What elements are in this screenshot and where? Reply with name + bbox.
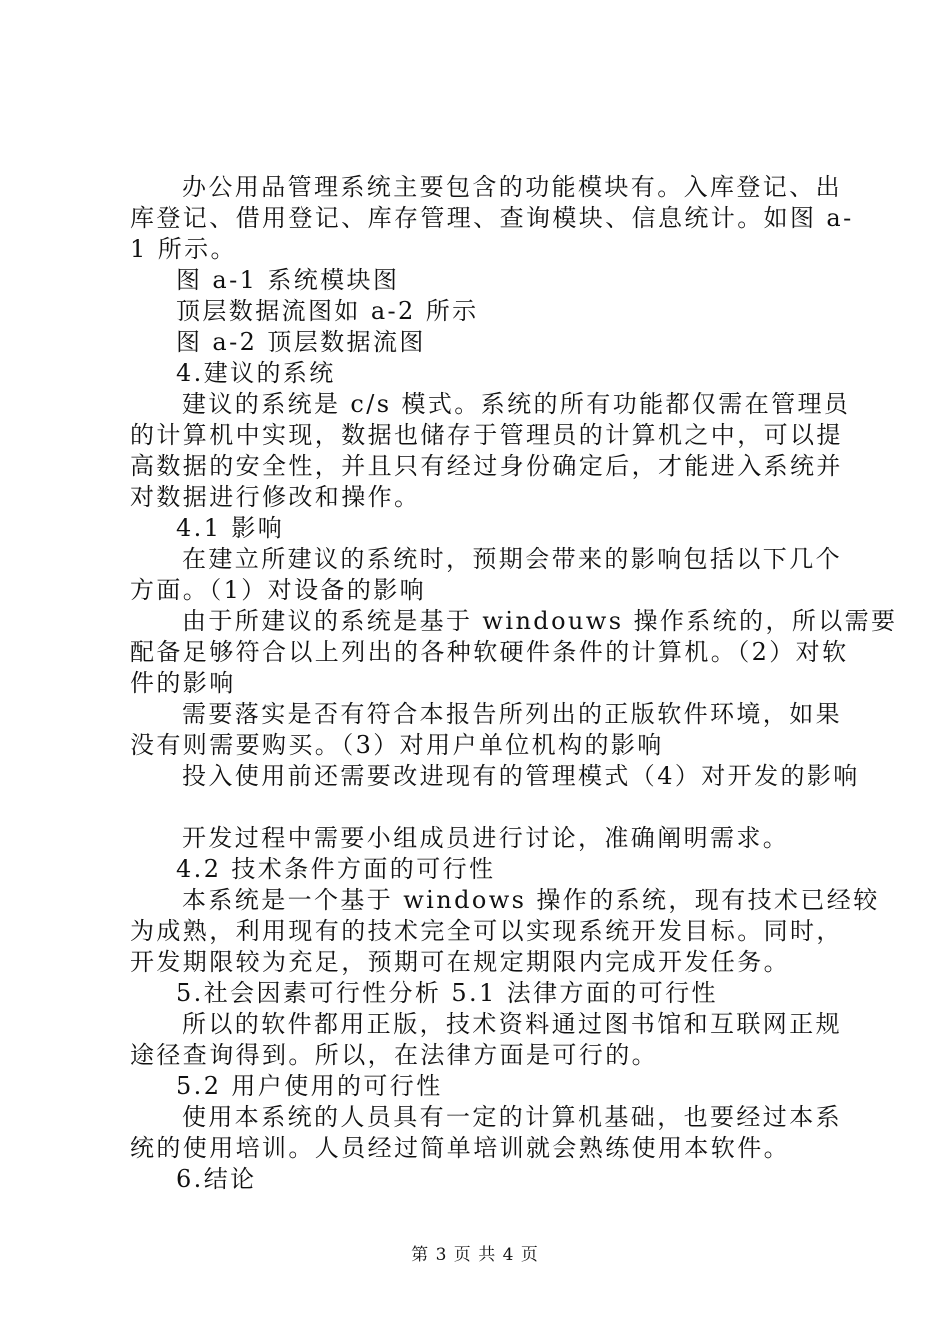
section-heading: 5.社会因素可行性分析 5.1 法律方面的可行性 — [176, 979, 718, 1007]
figure-caption: 图 a-2 顶层数据流图 — [176, 328, 426, 356]
paragraph-line: 需要落实是否有符合本报告所列出的正版软件环境，如果 — [182, 700, 842, 728]
paragraph-line: 高数据的安全性，并且只有经过身份确定后，才能进入系统并 — [130, 452, 843, 480]
paragraph-line: 途径查询得到。所以，在法律方面是可行的。 — [130, 1041, 658, 1069]
paragraph-line: 方面。（1）对设备的影响 — [130, 576, 427, 604]
section-heading: 5.2 用户使用的可行性 — [176, 1072, 443, 1100]
blank-line — [130, 792, 830, 823]
page-number: 第 3 页 共 4 页 — [411, 1245, 539, 1265]
paragraph-line: 办公用品管理系统主要包含的功能模块有。入库登记、出 — [182, 173, 842, 201]
paragraph-line: 顶层数据流图如 a-2 所示 — [176, 297, 479, 325]
paragraph-line: 的计算机中实现，数据也储存于管理员的计算机之中，可以提 — [130, 421, 843, 449]
section-heading: 4.建议的系统 — [176, 359, 336, 387]
section-heading: 4.1 影响 — [176, 514, 285, 542]
section-heading: 4.2 技术条件方面的可行性 — [176, 855, 496, 883]
paragraph-line: 在建立所建议的系统时，预期会带来的影响包括以下几个 — [182, 545, 842, 573]
paragraph-line: 开发期限较为充足，预期可在规定期限内完成开发任务。 — [130, 948, 790, 976]
section-heading: 6.结论 — [176, 1165, 257, 1193]
paragraph-line: 件的影响 — [130, 669, 236, 697]
paragraph-line: 建议的系统是 c/s 模式。系统的所有功能都仅需在管理员 — [182, 390, 851, 418]
paragraph-line: 1 所示。 — [130, 235, 237, 263]
paragraph-line: 使用本系统的人员具有一定的计算机基础，也要经过本系 — [182, 1103, 842, 1131]
paragraph-line: 本系统是一个基于 windows 操作的系统，现有技术已经较 — [182, 886, 880, 914]
paragraph-line: 由于所建议的系统是基于 windouws 操作系统的，所以需要 — [182, 607, 898, 635]
paragraph-line: 对数据进行修改和操作。 — [130, 483, 421, 511]
paragraph-line: 没有则需要购买。（3）对用户单位机构的影响 — [130, 731, 664, 759]
body-text — [130, 172, 898, 1195]
figure-caption: 图 a-1 系统模块图 — [176, 266, 400, 294]
paragraph-line: 配备足够符合以上列出的各种软硬件条件的计算机。（2）对软 — [130, 638, 849, 666]
paragraph-line: 为成熟，利用现有的技术完全可以实现系统开发目标。同时， — [130, 917, 843, 945]
paragraph-line: 统的使用培训。人员经过简单培训就会熟练使用本软件。 — [130, 1134, 790, 1162]
paragraph-line: 开发过程中需要小组成员进行讨论，准确阐明需求。 — [182, 824, 790, 852]
paragraph-line: 投入使用前还需要改进现有的管理模式（4）对开发的影响 — [182, 762, 860, 790]
paragraph-line: 所以的软件都用正版，技术资料通过图书馆和互联网正规 — [182, 1010, 842, 1038]
paragraph-line: 库登记、借用登记、库存管理、查询模块、信息统计。如图 a- — [130, 204, 854, 232]
